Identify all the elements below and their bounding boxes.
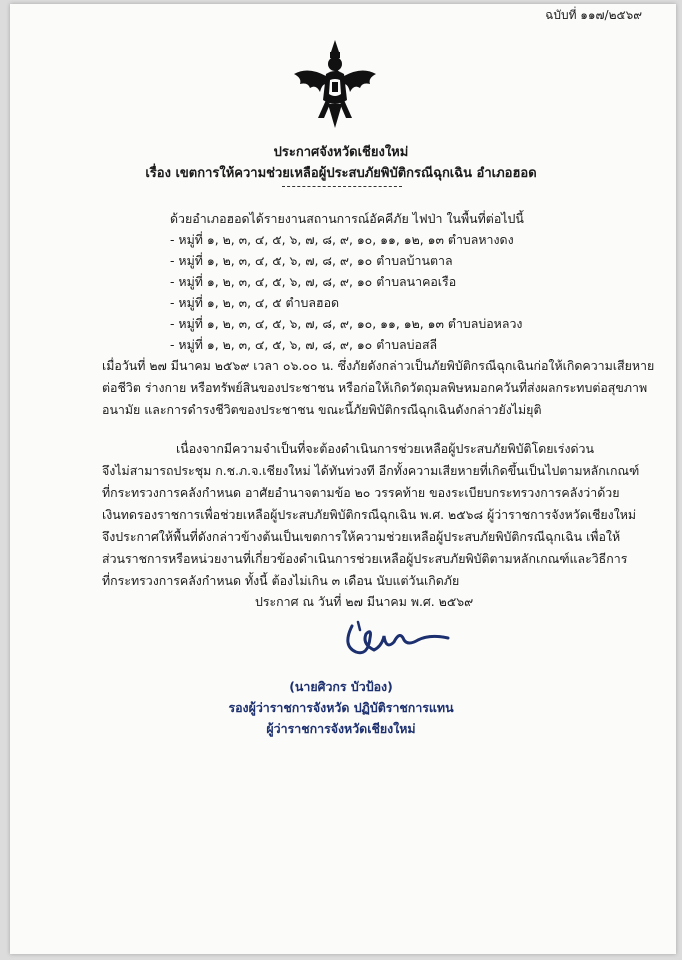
paragraph1-line: ต่อชีวิต ร่างกาย หรือทรัพย์สินของประชาชน หรือก่อให้เกิดวัตถุมลพิษหมอกควันที่ส่งผลกระทบต่อสุขภาพ bbox=[102, 380, 648, 395]
area-list-item: - หมู่ที่ ๑, ๒, ๓, ๔, ๕, ๖, ๗, ๘, ๙, ๑๐, ๑๑, ๑๒, ๑๓ ตำบลหางดง bbox=[170, 232, 514, 247]
announcement-date: ประกาศ ณ วันที่ ๒๗ มีนาคม พ.ศ. ๒๕๖๙ bbox=[255, 594, 474, 609]
paragraph2-line: ส่วนราชการหรือหน่วยงานที่เกี่ยวข้องดำเนินการช่วยเหลือผู้ประสบภัยพิบัติตามหลักเกณฑ์และวิธีการ bbox=[102, 551, 628, 566]
paragraph1-line: อนามัย และการดำรงชีวิตของประชาชน ขณะนี้ภัยพิบัติกรณีฉุกเฉินดังกล่าวยังไม่ยุติ bbox=[102, 402, 542, 417]
paragraph2-line: ที่กระทรวงการคลังกำหนด อาศัยอำนาจตามข้อ ๒๐ วรรคท้าย ของระเบียบกระทรวงการคลังว่าด้วย bbox=[102, 485, 620, 500]
paragraph1-line: เมื่อวันที่ ๒๗ มีนาคม ๒๕๖๙ เวลา ๐๖.๐๐ น. ซึ่งภัยดังกล่าวเป็นภัยพิบัติกรณีฉุกเฉินก่อให้เกิดความเสียหาย bbox=[102, 358, 655, 373]
announcement-title: ประกาศจังหวัดเชียงใหม่ bbox=[273, 145, 409, 160]
area-list-item: - หมู่ที่ ๑, ๒, ๓, ๔, ๕, ๖, ๗, ๘, ๙, ๑๐, ๑๑, ๑๒, ๑๓ ตำบลบ่อหลวง bbox=[170, 316, 523, 331]
intro-text: ด้วยอำเภอฮอดได้รายงานสถานการณ์อัคคีภัย ไฟป่า ในพื้นที่ต่อไปนี้ bbox=[170, 211, 524, 226]
paragraph2-line: เงินทดรองราชการเพื่อช่วยเหลือผู้ประสบภัยพิบัติกรณีฉุกเฉิน พ.ศ. ๒๕๖๘ ผู้ว่าราชการจังหวัดเชียงใหม่ bbox=[102, 507, 637, 522]
document-number: ฉบับที่ ๑๑๗/๒๕๖๙ bbox=[545, 8, 642, 22]
signatory-name: (นายศิวกร บัวป้อง) bbox=[289, 679, 393, 694]
title-divider bbox=[282, 186, 402, 187]
paragraph2-line: ที่กระทรวงการคลังกำหนด ทั้งนี้ ต้องไม่เกิน ๓ เดือน นับแต่วันเกิดภัย bbox=[102, 573, 460, 588]
paragraph2-line: จึงประกาศให้พื้นที่ดังกล่าวข้างต้นเป็นเขตการให้ความช่วยเหลือผู้ประสบภัยพิบัติกรณีฉุกเฉิน เพื่อให้ bbox=[102, 529, 621, 544]
paragraph2-line: เนื่องจากมีความจำเป็นที่จะต้องดำเนินการช่วยเหลือผู้ประสบภัยพิบัติโดยเร่งด่วน bbox=[176, 441, 594, 456]
area-list-item: - หมู่ที่ ๑, ๒, ๓, ๔, ๕, ๖, ๗, ๘, ๙, ๑๐ ตำบลนาคอเรือ bbox=[170, 274, 457, 289]
area-list-item: - หมู่ที่ ๑, ๒, ๓, ๔, ๕ ตำบลฮอด bbox=[170, 295, 340, 310]
signature-icon bbox=[338, 616, 458, 661]
garuda-emblem-icon bbox=[290, 38, 380, 130]
area-list-item: - หมู่ที่ ๑, ๒, ๓, ๔, ๕, ๖, ๗, ๘, ๙, ๑๐ ตำบลบ่อสลี bbox=[170, 337, 438, 352]
area-list-item: - หมู่ที่ ๑, ๒, ๓, ๔, ๕, ๖, ๗, ๘, ๙, ๑๐ ตำบลบ้านตาล bbox=[170, 253, 453, 268]
signatory-office: ผู้ว่าราชการจังหวัดเชียงใหม่ bbox=[266, 721, 416, 736]
paragraph2-line: จึงไม่สามารถประชุม ก.ช.ภ.จ.เชียงใหม่ ได้ทันท่วงที อีกทั้งความเสียหายที่เกิดขึ้นเป็นไปตามหลักเกณฑ์ bbox=[102, 463, 640, 478]
announcement-subject: เรื่อง เขตการให้ความช่วยเหลือผู้ประสบภัยพิบัติกรณีฉุกเฉิน อำเภอฮอด bbox=[145, 166, 537, 181]
signatory-position: รองผู้ว่าราชการจังหวัด ปฏิบัติราชการแทน bbox=[228, 700, 454, 715]
